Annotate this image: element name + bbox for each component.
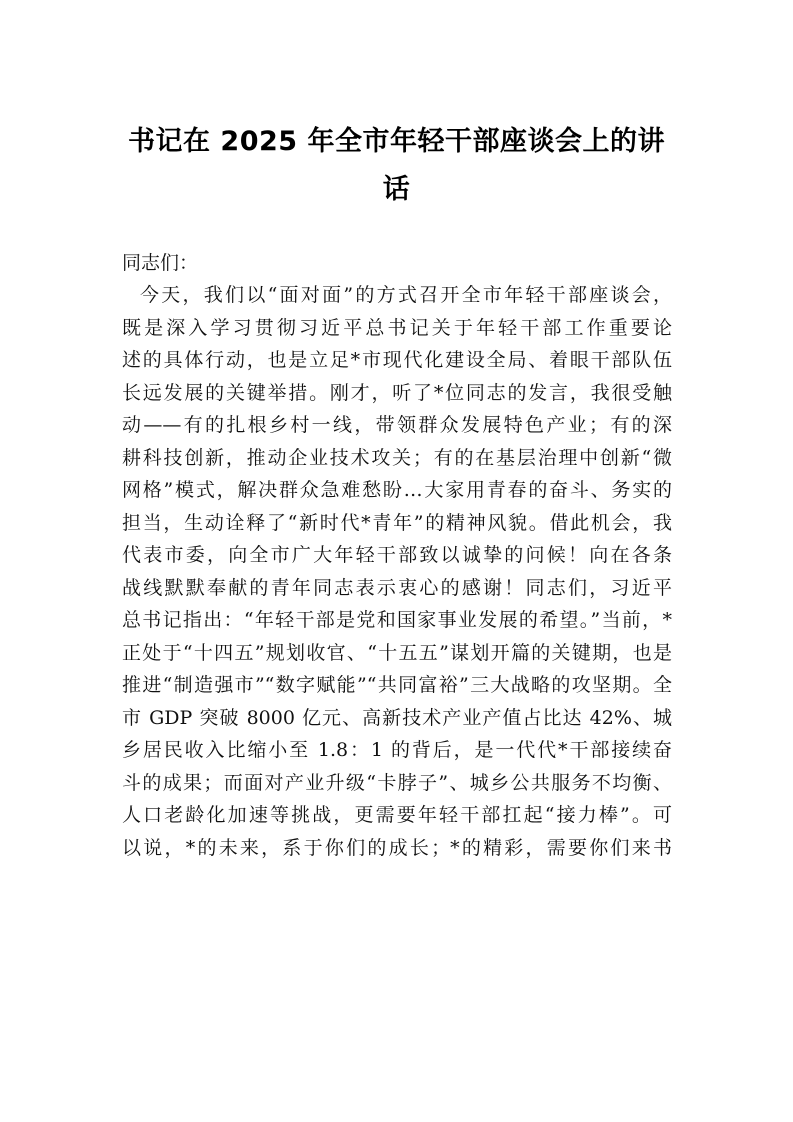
paragraph-line: 推进“制造强市”“数字赋能”“共同富裕”三大战略的攻坚期。全: [122, 674, 672, 696]
title-line-1: 书记在 2025 年全市年轻干部座谈会上的讲: [128, 126, 665, 157]
body-paragraph: [122, 279, 672, 864]
salutation: 同志们：: [122, 252, 199, 274]
title-line-2: 话: [382, 174, 411, 205]
document-title: [110, 118, 683, 214]
paragraph-line: 以说，*的未来，系于你们的成长；*的精彩，需要你们来书: [122, 836, 672, 859]
paragraph-line: 今天，我们以“面对面”的方式召开全市年轻干部座谈会，: [140, 284, 672, 306]
paragraph-line: 述的具体行动，也是立足*市现代化建设全局、着眼干部队伍: [122, 349, 672, 371]
paragraph-line: 人口老龄化加速等挑战，更需要年轻干部扛起“接力棒”。可: [122, 804, 672, 826]
paragraph-line: 战线默默奉献的青年同志表示衷心的感谢！同志们，习近平: [122, 576, 672, 599]
paragraph-line: 正处于“十四五”规划收官、“十五五”谋划开篇的关键期，也是: [122, 641, 672, 664]
paragraph-line: 代表市委，向全市广大年轻干部致以诚挚的问候！向在各条: [122, 544, 672, 566]
paragraph-line: 斗的成果；而面对产业升级“卡脖子”、城乡公共服务不均衡、: [122, 771, 672, 794]
paragraph-line: 总书记指出：“年轻干部是党和国家事业发展的希望。”当前，*: [122, 609, 672, 631]
paragraph-line: 动——有的扎根乡村一线，带领群众发展特色产业；有的深: [122, 414, 672, 436]
paragraph-line: 网格”模式，解决群众急难愁盼…大家用青春的奋斗、务实的: [122, 479, 672, 501]
paragraph-line: 既是深入学习贯彻习近平总书记关于年轻干部工作重要论: [122, 316, 672, 339]
paragraph-line: 耕科技创新，推动企业技术攻关；有的在基层治理中创新“微: [122, 446, 672, 469]
paragraph-line: 长远发展的关键举措。刚才，听了*位同志的发言，我很受触: [122, 381, 672, 404]
paragraph-line: 担当，生动诠释了“新时代*青年”的精神风貌。借此机会，我: [122, 511, 672, 534]
paragraph-line: 乡居民收入比缩小至 1.8：1 的背后，是一代代*干部接续奋: [122, 739, 672, 761]
paragraph-line: 市 GDP 突破 8000 亿元、高新技术产业产值占比达 42%、城: [122, 706, 672, 729]
